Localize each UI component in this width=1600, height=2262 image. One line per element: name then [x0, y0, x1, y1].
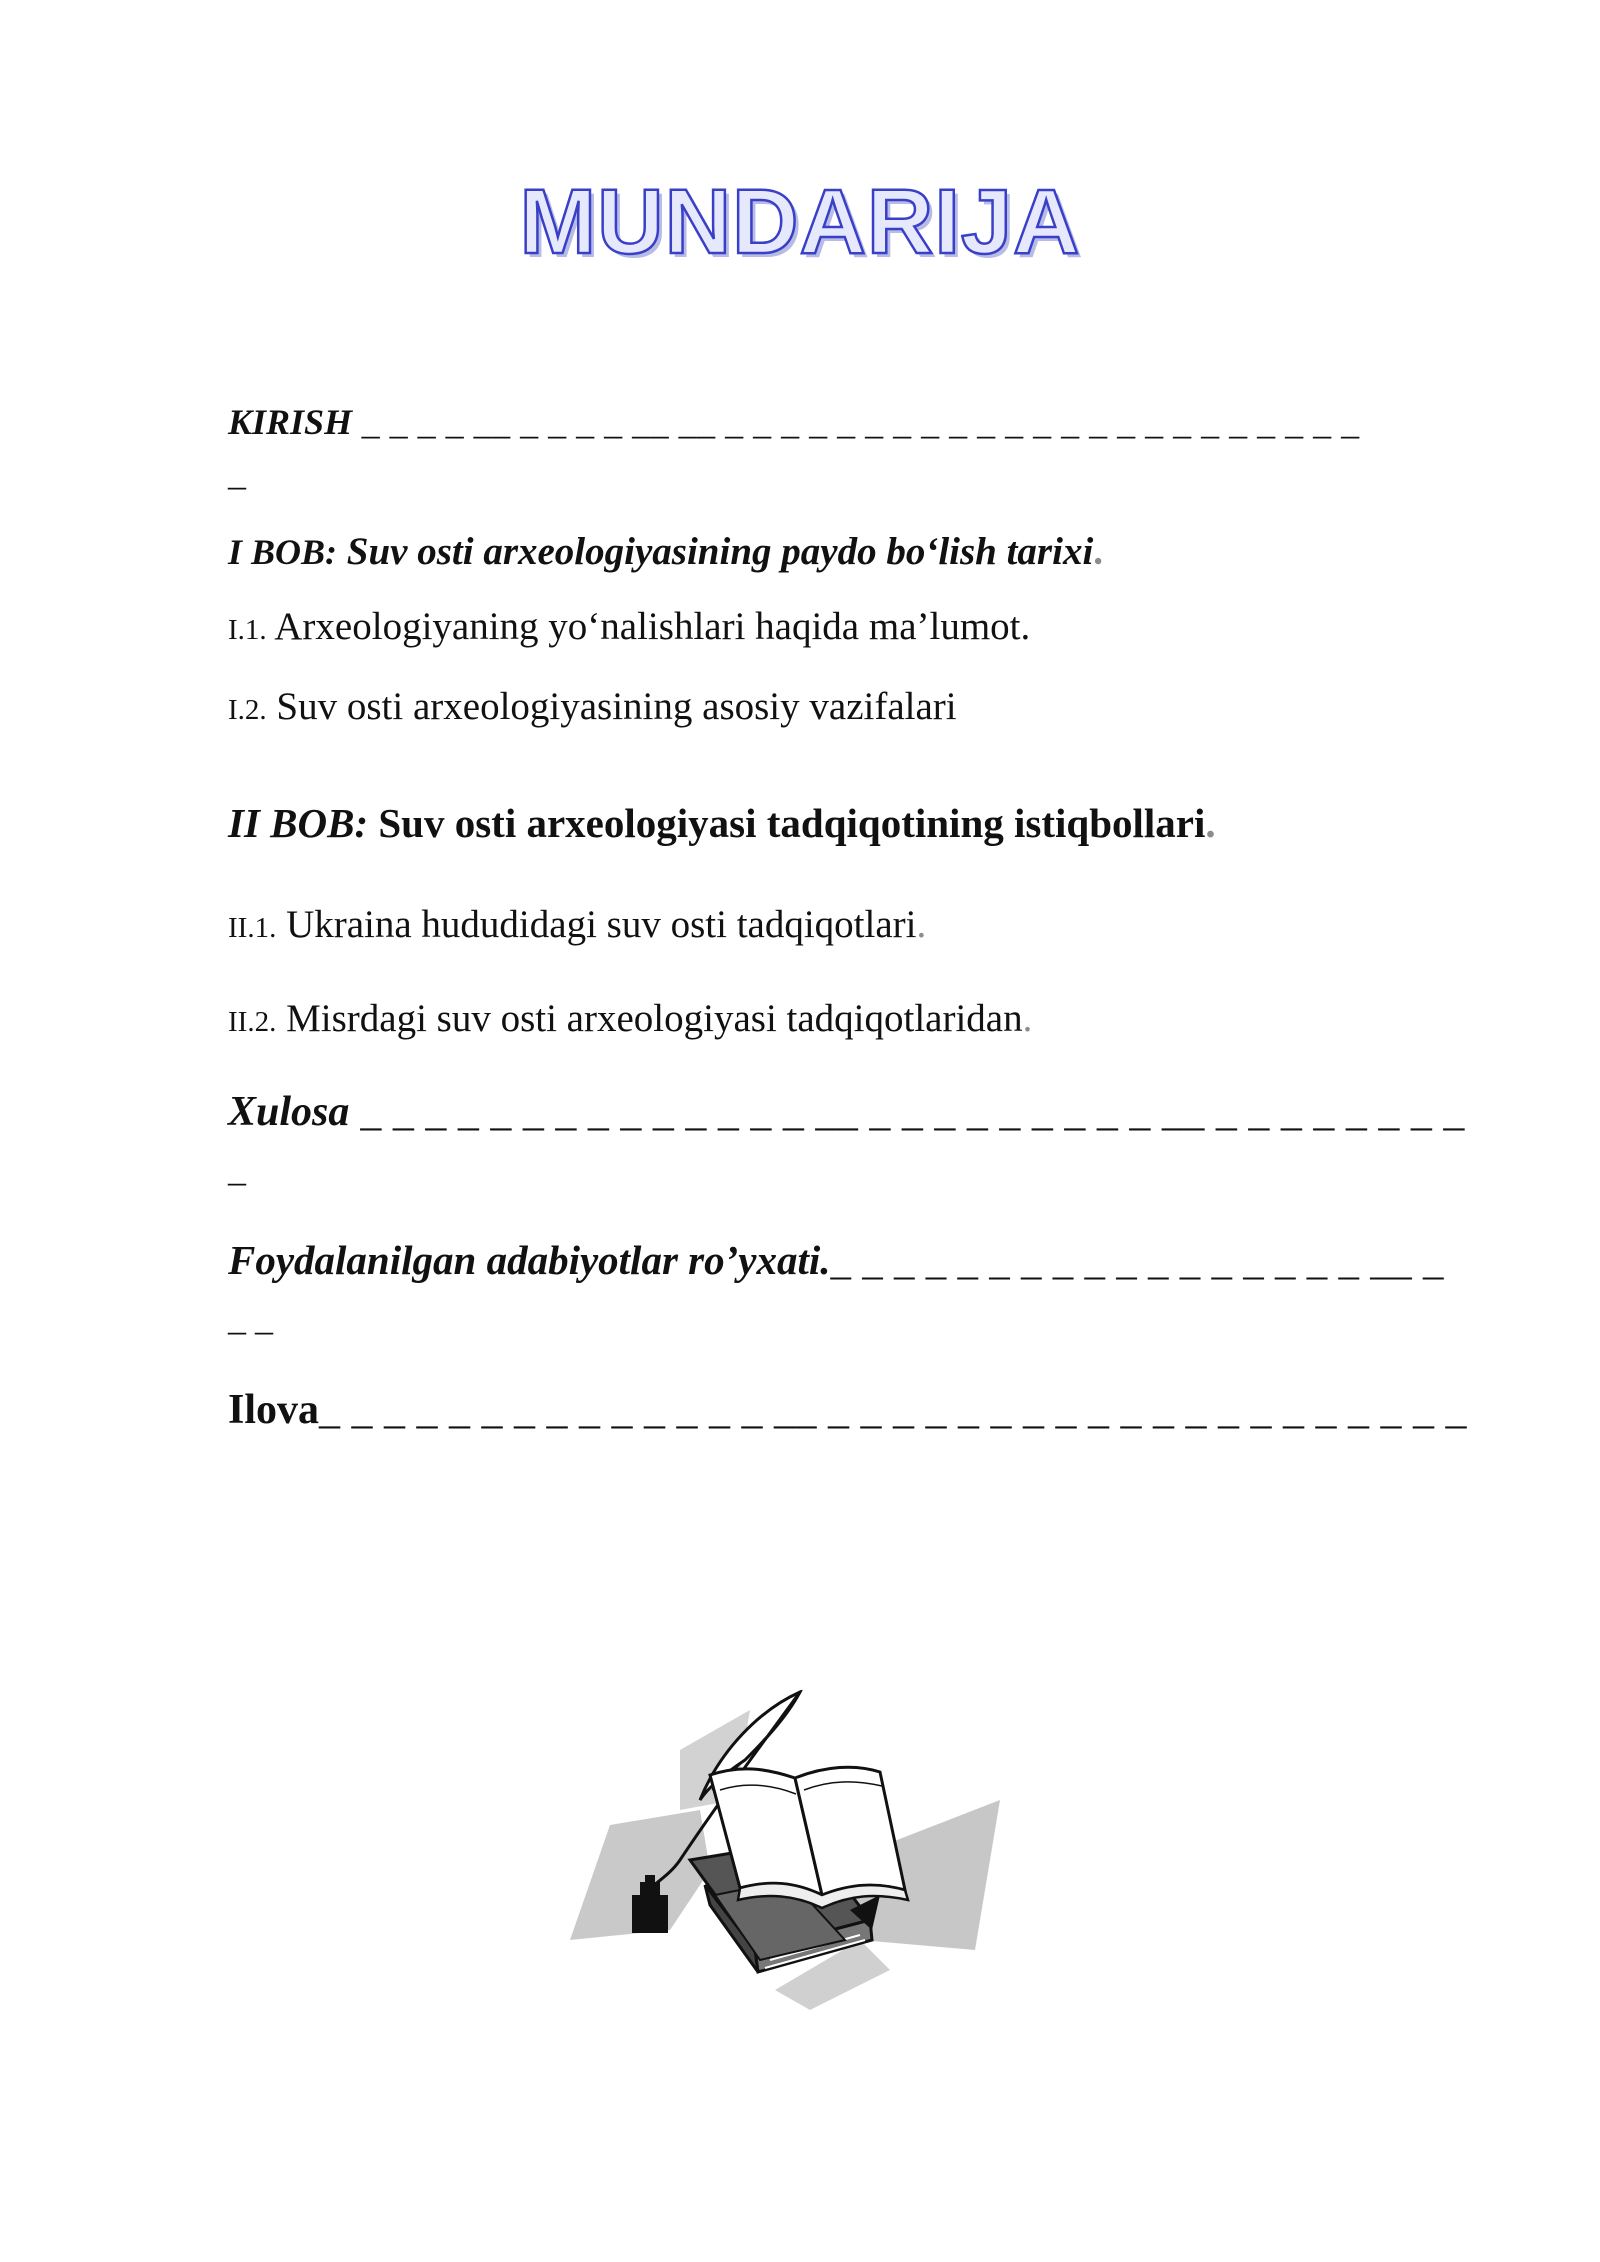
chapter-period: .	[1093, 530, 1104, 573]
open-book-icon	[710, 1767, 908, 1908]
toc-entry-section-2-1	[228, 903, 1438, 948]
books-quill-clipart	[560, 1690, 1020, 2010]
toc-entry-section-2-2	[228, 997, 1438, 1042]
section-number: I.2.	[228, 694, 267, 726]
chapter-period: .	[1205, 800, 1216, 846]
section-number: II.2.	[228, 1006, 277, 1038]
toc-leader: _ _ _ _ __ _ _ _ _ __ __ _ _ _ _ _ _ _ _ _ _ _ _ _ _ _ _ _ _ _ _ _ _ _	[352, 402, 1360, 442]
section-period: .	[1022, 997, 1033, 1040]
toc-leader: _ _ _ _ _ _ _ _ _ _ _ _ _ _ _ _ _ __ _	[830, 1237, 1444, 1283]
toc-entry-kirish	[228, 402, 1438, 443]
chapter-title: Suv osti arxeologiyasining paydo bo‘lish tarixi	[337, 530, 1094, 573]
toc-leader-continuation: _	[228, 1149, 246, 1189]
toc-label: Foydalanilgan adabiyotlar ro’yxati.	[228, 1237, 831, 1283]
section-title: Ukraina hududidagi suv osti tadqiqotlari	[276, 903, 917, 946]
section-title: Misrdagi suv osti arxeologiyasi tadqiqotlaridan	[276, 997, 1023, 1040]
toc-entry-xulosa	[228, 1088, 1465, 1136]
section-number: II.1.	[228, 912, 277, 944]
toc-entry-chapter-2	[228, 800, 1438, 847]
toc-leader-continuation: _ _	[228, 1298, 273, 1338]
toc-label: KIRISH	[228, 402, 353, 442]
toc-leader-continuation: _	[228, 453, 246, 493]
section-period: .	[916, 903, 927, 946]
toc-leader: _ _ _ _ _ _ _ _ _ _ _ _ _ _ __ _ _ _ _ _ _ _ _ _ _ _ _ _ _ _ _ _ _ _ _	[319, 1387, 1468, 1433]
chapter-title: Suv osti arxeologiyasi tadqiqotining istiqbollari	[368, 800, 1206, 846]
section-number: I.1.	[228, 614, 267, 646]
toc-leader: _ _ _ _ _ _ _ _ _ _ _ _ _ _ __ _ _ _ _ _ _ _ _ _ __ _ _ _ _ _ _ _ _	[349, 1089, 1465, 1135]
section-title: Suv osti arxeologiyasining asosiy vazifalari	[266, 685, 957, 728]
chapter-prefix: II BOB:	[228, 800, 369, 846]
section-title: Arxeologiyaning yo‘nalishlari haqida ma’lumot.	[266, 605, 1031, 648]
toc-label: Ilova	[228, 1387, 320, 1433]
toc-entry-bibliography	[228, 1237, 1444, 1284]
toc-label: Xulosa	[228, 1089, 350, 1135]
page-title: MUNDARIJA	[519, 171, 1081, 273]
toc-entry-section-1-2	[228, 685, 1438, 730]
chapter-prefix: I BOB:	[228, 532, 338, 572]
toc-entry-appendix	[228, 1386, 1468, 1434]
toc-entry-section-1-1	[228, 605, 1438, 650]
toc-entry-chapter-1	[228, 530, 1438, 575]
